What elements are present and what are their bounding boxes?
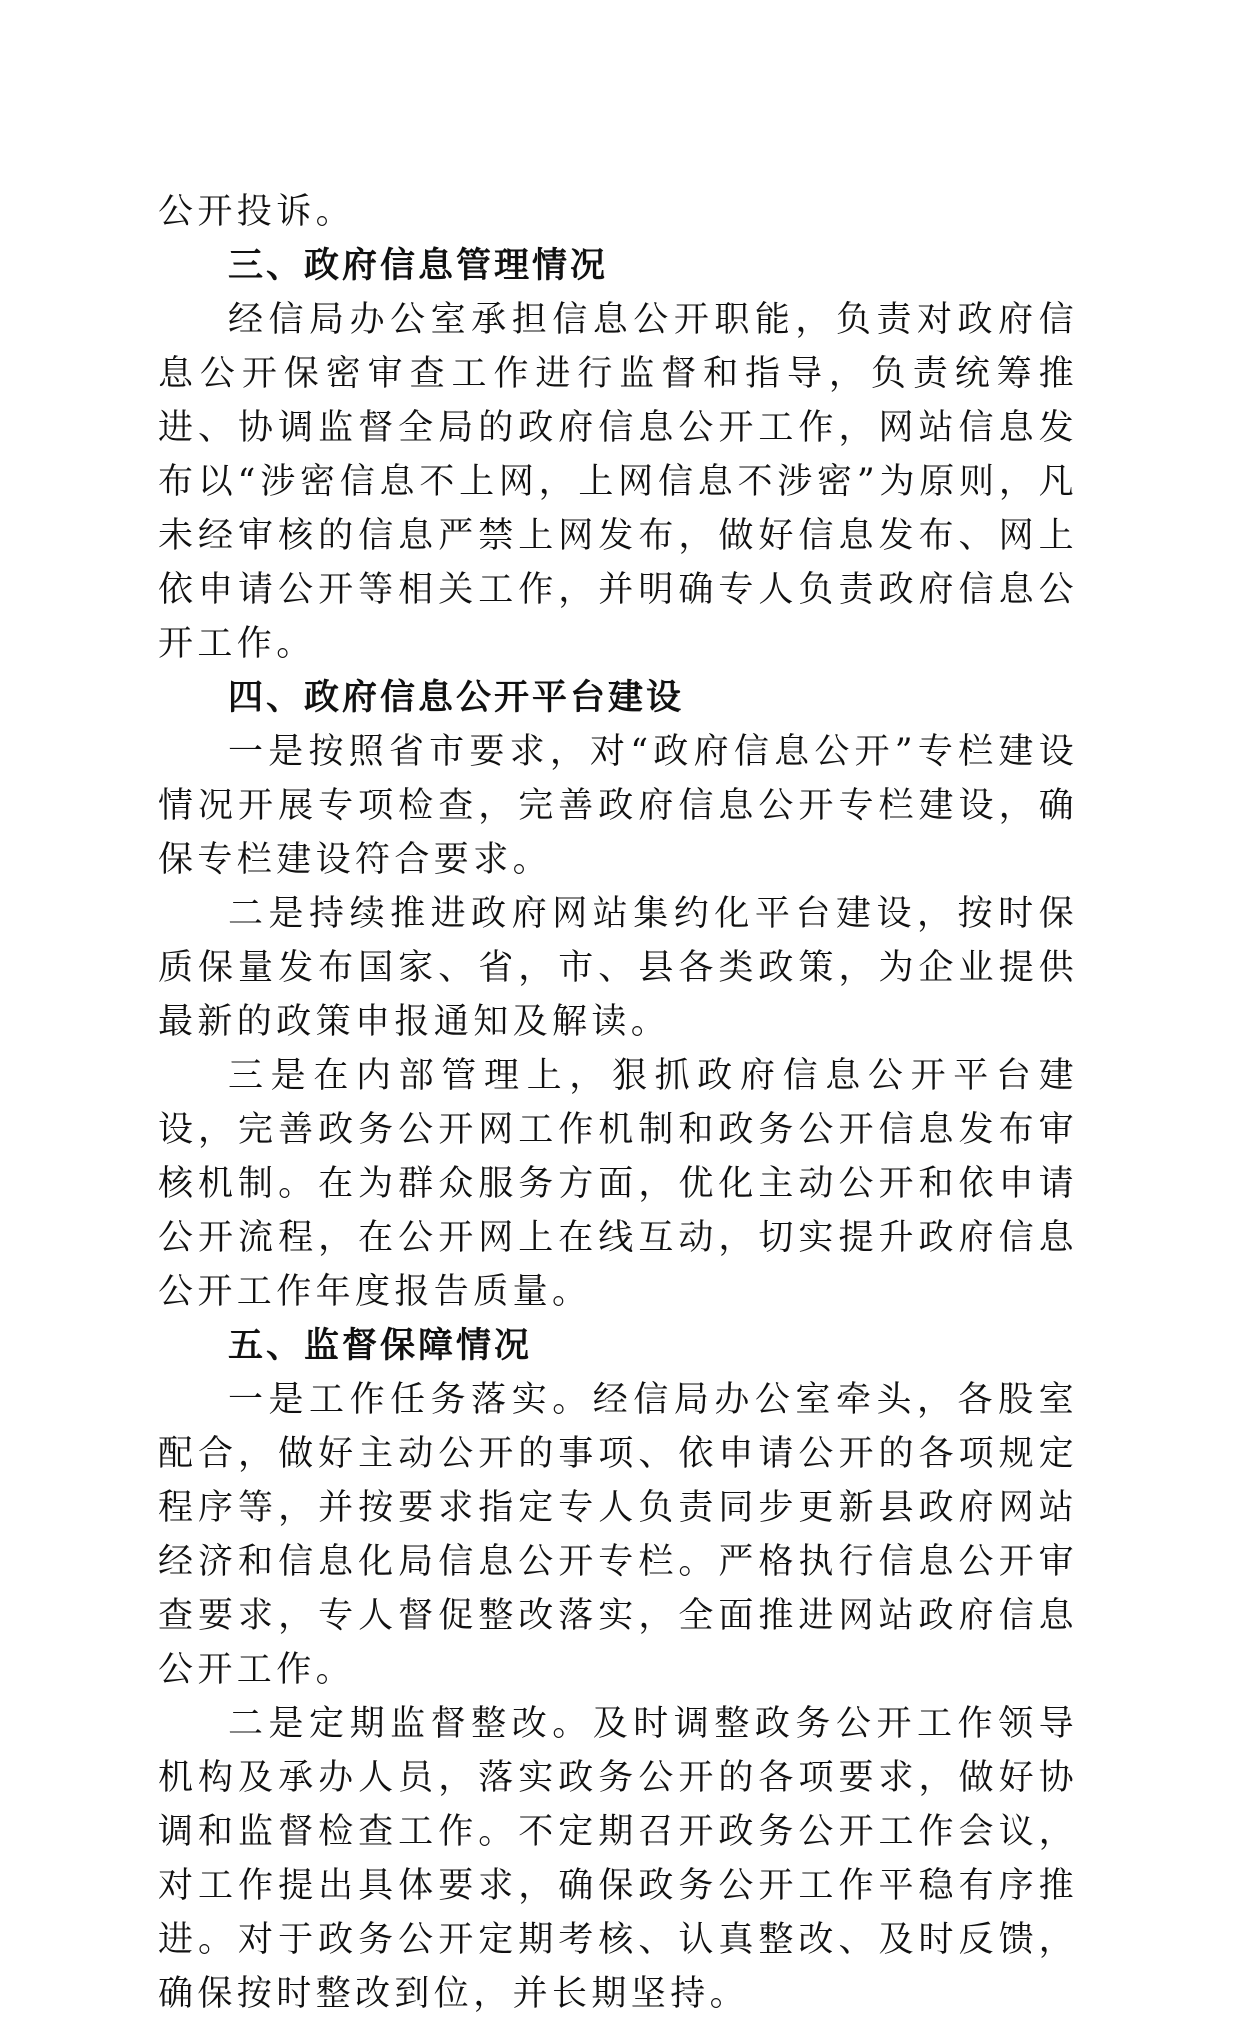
paragraph-supervision-item-2: 二是定期监督整改。及时调整政务公开工作领导机构及承办人员，落实政务公开的各项要求，做好协调和监督检查工作。不定期召开政务公开工作会议，对工作提出具体要求，确保政务公开工作平稳有序推进。对于政务公开定期考核、认真整改、及时反馈，确保按时整改到位，并长期坚持。 <box>158 1704 1078 2014</box>
document-page <box>158 185 1078 2021</box>
section-heading-platform-construction: 四、政府信息公开平台建设 <box>228 678 685 718</box>
paragraph-platform-item-1: 一是按照省市要求，对“政府信息公开”专栏建设情况开展专项检查，完善政府信息公开专栏建设，确保专栏建设符合要求。 <box>158 732 1078 880</box>
section-heading-info-management: 三、政府信息管理情况 <box>228 246 609 286</box>
paragraph-supervision-item-1: 一是工作任务落实。经信局办公室牵头，各股室配合，做好主动公开的事项、依申请公开的各项规定程序等，并按要求指定专人负责同步更新县政府网站经济和信息化局信息公开专栏。严格执行信息公开审查要求，专人督促整改落实，全面推进网站政府信息公开工作。 <box>158 1380 1078 1690</box>
paragraph-info-management: 经信局办公室承担信息公开职能，负责对政府信息公开保密审查工作进行监督和指导，负责统筹推进、协调监督全局的政府信息公开工作，网站信息发布以“涉密信息不上网，上网信息不涉密”为原则，凡未经审核的信息严禁上网发布，做好信息发布、网上依申请公开等相关工作，并明确专人负责政府信息公开工作。 <box>158 300 1078 664</box>
paragraph-platform-item-3: 三是在内部管理上，狠抓政府信息公开平台建设，完善政务公开网工作机制和政务公开信息发布审核机制。在为群众服务方面，优化主动公开和依申请公开流程，在公开网上在线互动，切实提升政府信息公开工作年度报告质量。 <box>158 1056 1078 1312</box>
paragraph-platform-item-2: 二是持续推进政府网站集约化平台建设，按时保质保量发布国家、省，市、县各类政策，为企业提供最新的政策申报通知及解读。 <box>158 894 1078 1042</box>
section-heading-supervision: 五、监督保障情况 <box>228 1326 533 1366</box>
continuation-paragraph: 公开投诉。 <box>158 192 356 232</box>
